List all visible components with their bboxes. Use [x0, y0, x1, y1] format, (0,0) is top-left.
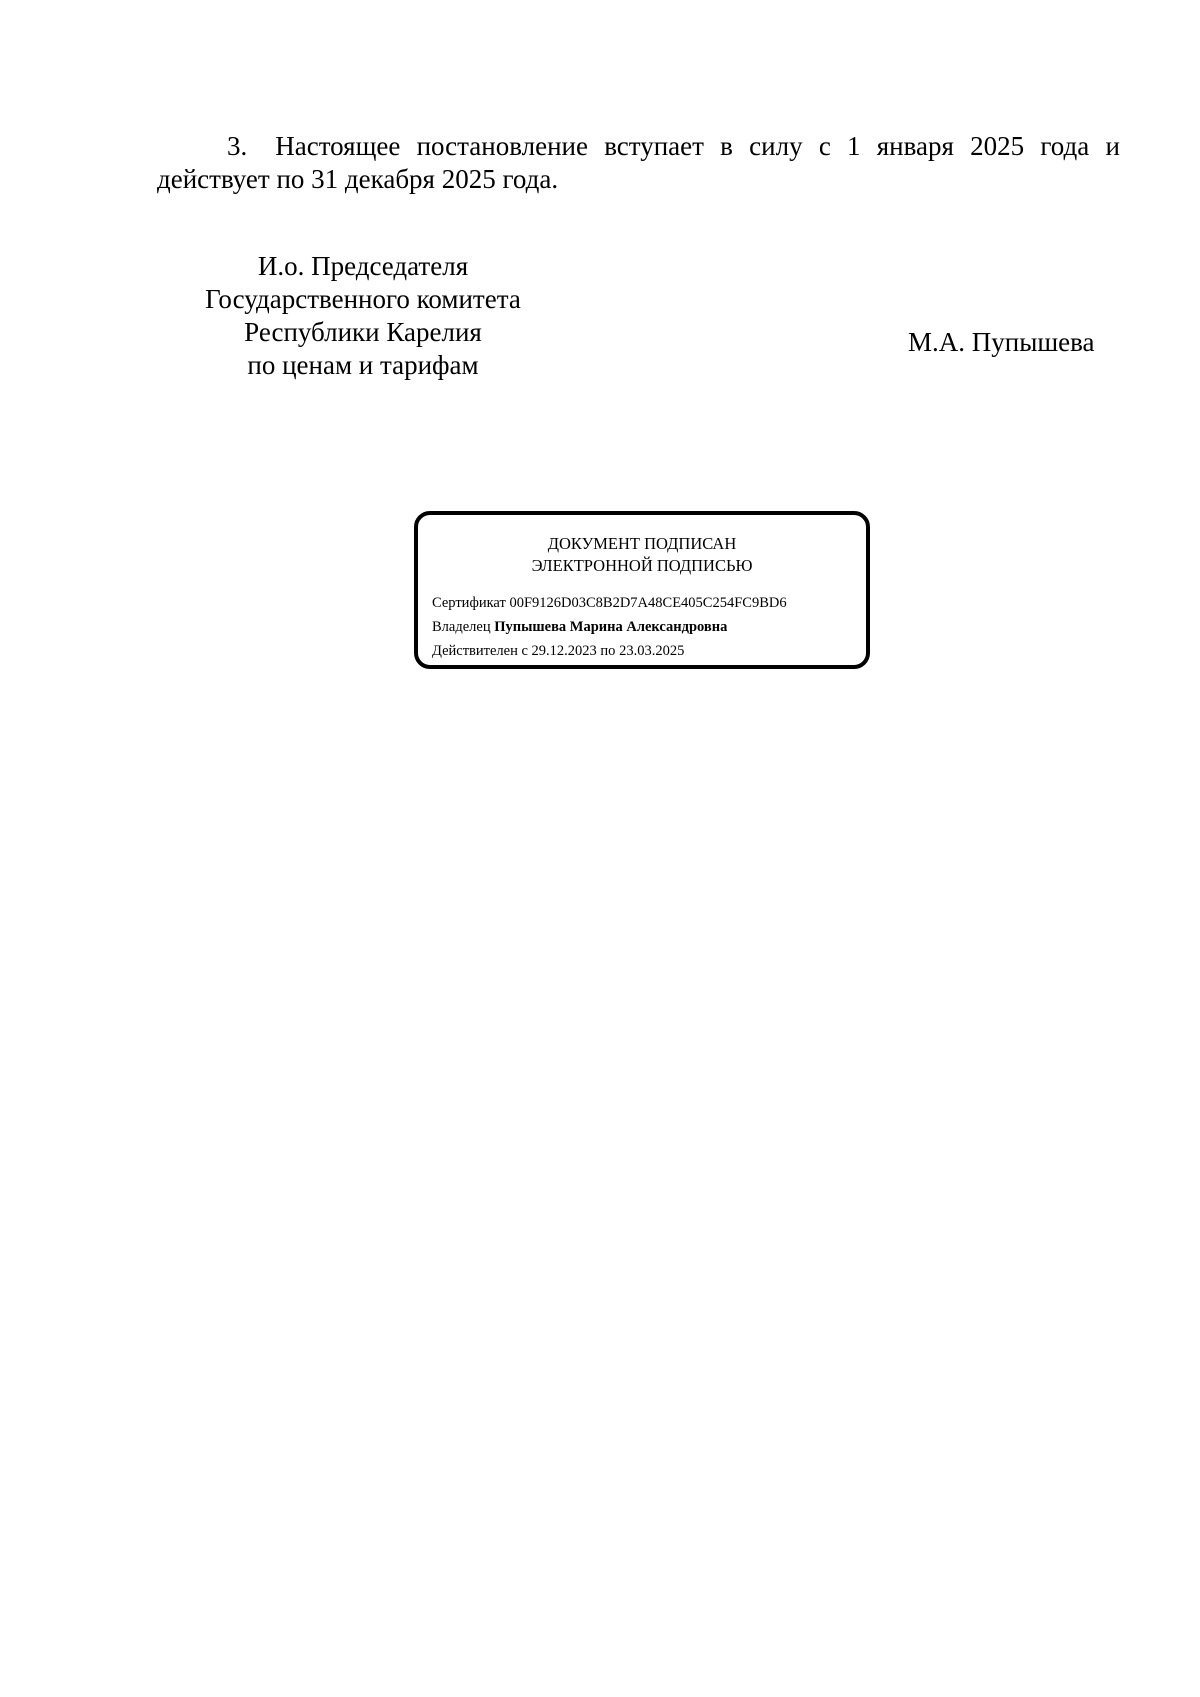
paragraph-word: Настоящее	[275, 131, 401, 161]
stamp-owner-value: Пупышева Марина Александровна	[494, 619, 728, 635]
paragraph-word: в	[720, 131, 733, 161]
stamp-title-line: ДОКУМЕНТ ПОДПИСАН	[547, 534, 737, 553]
paragraph-word: и	[1105, 131, 1120, 161]
paragraph-word: 1	[847, 131, 861, 161]
stamp-certificate-value: 00F9126D03C8B2D7A48CE405C254FC9BD6	[509, 595, 787, 611]
stamp-valid-from: 29.12.2023	[531, 643, 597, 659]
stamp-valid-from-prefix: с	[521, 643, 528, 659]
signer-position	[178, 250, 548, 382]
paragraph-line-2: действует по 31 декабря 2025 года.	[157, 164, 559, 194]
stamp-owner-label: Владелец	[432, 619, 491, 635]
paragraph-line-1	[157, 130, 1120, 163]
paragraph-word: года	[1040, 131, 1090, 161]
signer-position-line: Республики Карелия	[244, 317, 482, 347]
signer-position-line: И.о. Председателя	[257, 251, 469, 281]
stamp-certificate-row	[432, 591, 787, 615]
stamp-valid-to: 23.03.2025	[619, 643, 685, 659]
stamp-valid-label: Действителен	[432, 643, 518, 659]
stamp-validity-row	[432, 639, 787, 663]
paragraph-word: силу	[749, 131, 803, 161]
stamp-details	[432, 591, 787, 663]
paragraph-word: вступает	[604, 131, 704, 161]
stamp-valid-to-prefix: по	[600, 643, 616, 659]
paragraph-line-1-words	[275, 130, 1120, 163]
paragraph-word: постановление	[416, 131, 588, 161]
stamp-certificate-label: Сертификат	[432, 595, 506, 611]
paragraph-number: 3.	[227, 131, 248, 161]
signer-position-line: по ценам и тарифам	[247, 350, 479, 380]
stamp-title-line: ЭЛЕКТРОННОЙ ПОДПИСЬЮ	[531, 556, 753, 575]
signer-position-line: Государственного комитета	[205, 284, 521, 314]
paragraph-word: января	[876, 131, 954, 161]
stamp-title	[418, 533, 866, 577]
paragraph-word: с	[818, 131, 831, 161]
electronic-signature-stamp	[414, 511, 870, 669]
signer-name: М.А. Пупышева	[908, 327, 1095, 357]
stamp-owner-row	[432, 615, 787, 639]
effective-date-paragraph	[157, 130, 1120, 196]
paragraph-word: 2025	[970, 131, 1025, 161]
